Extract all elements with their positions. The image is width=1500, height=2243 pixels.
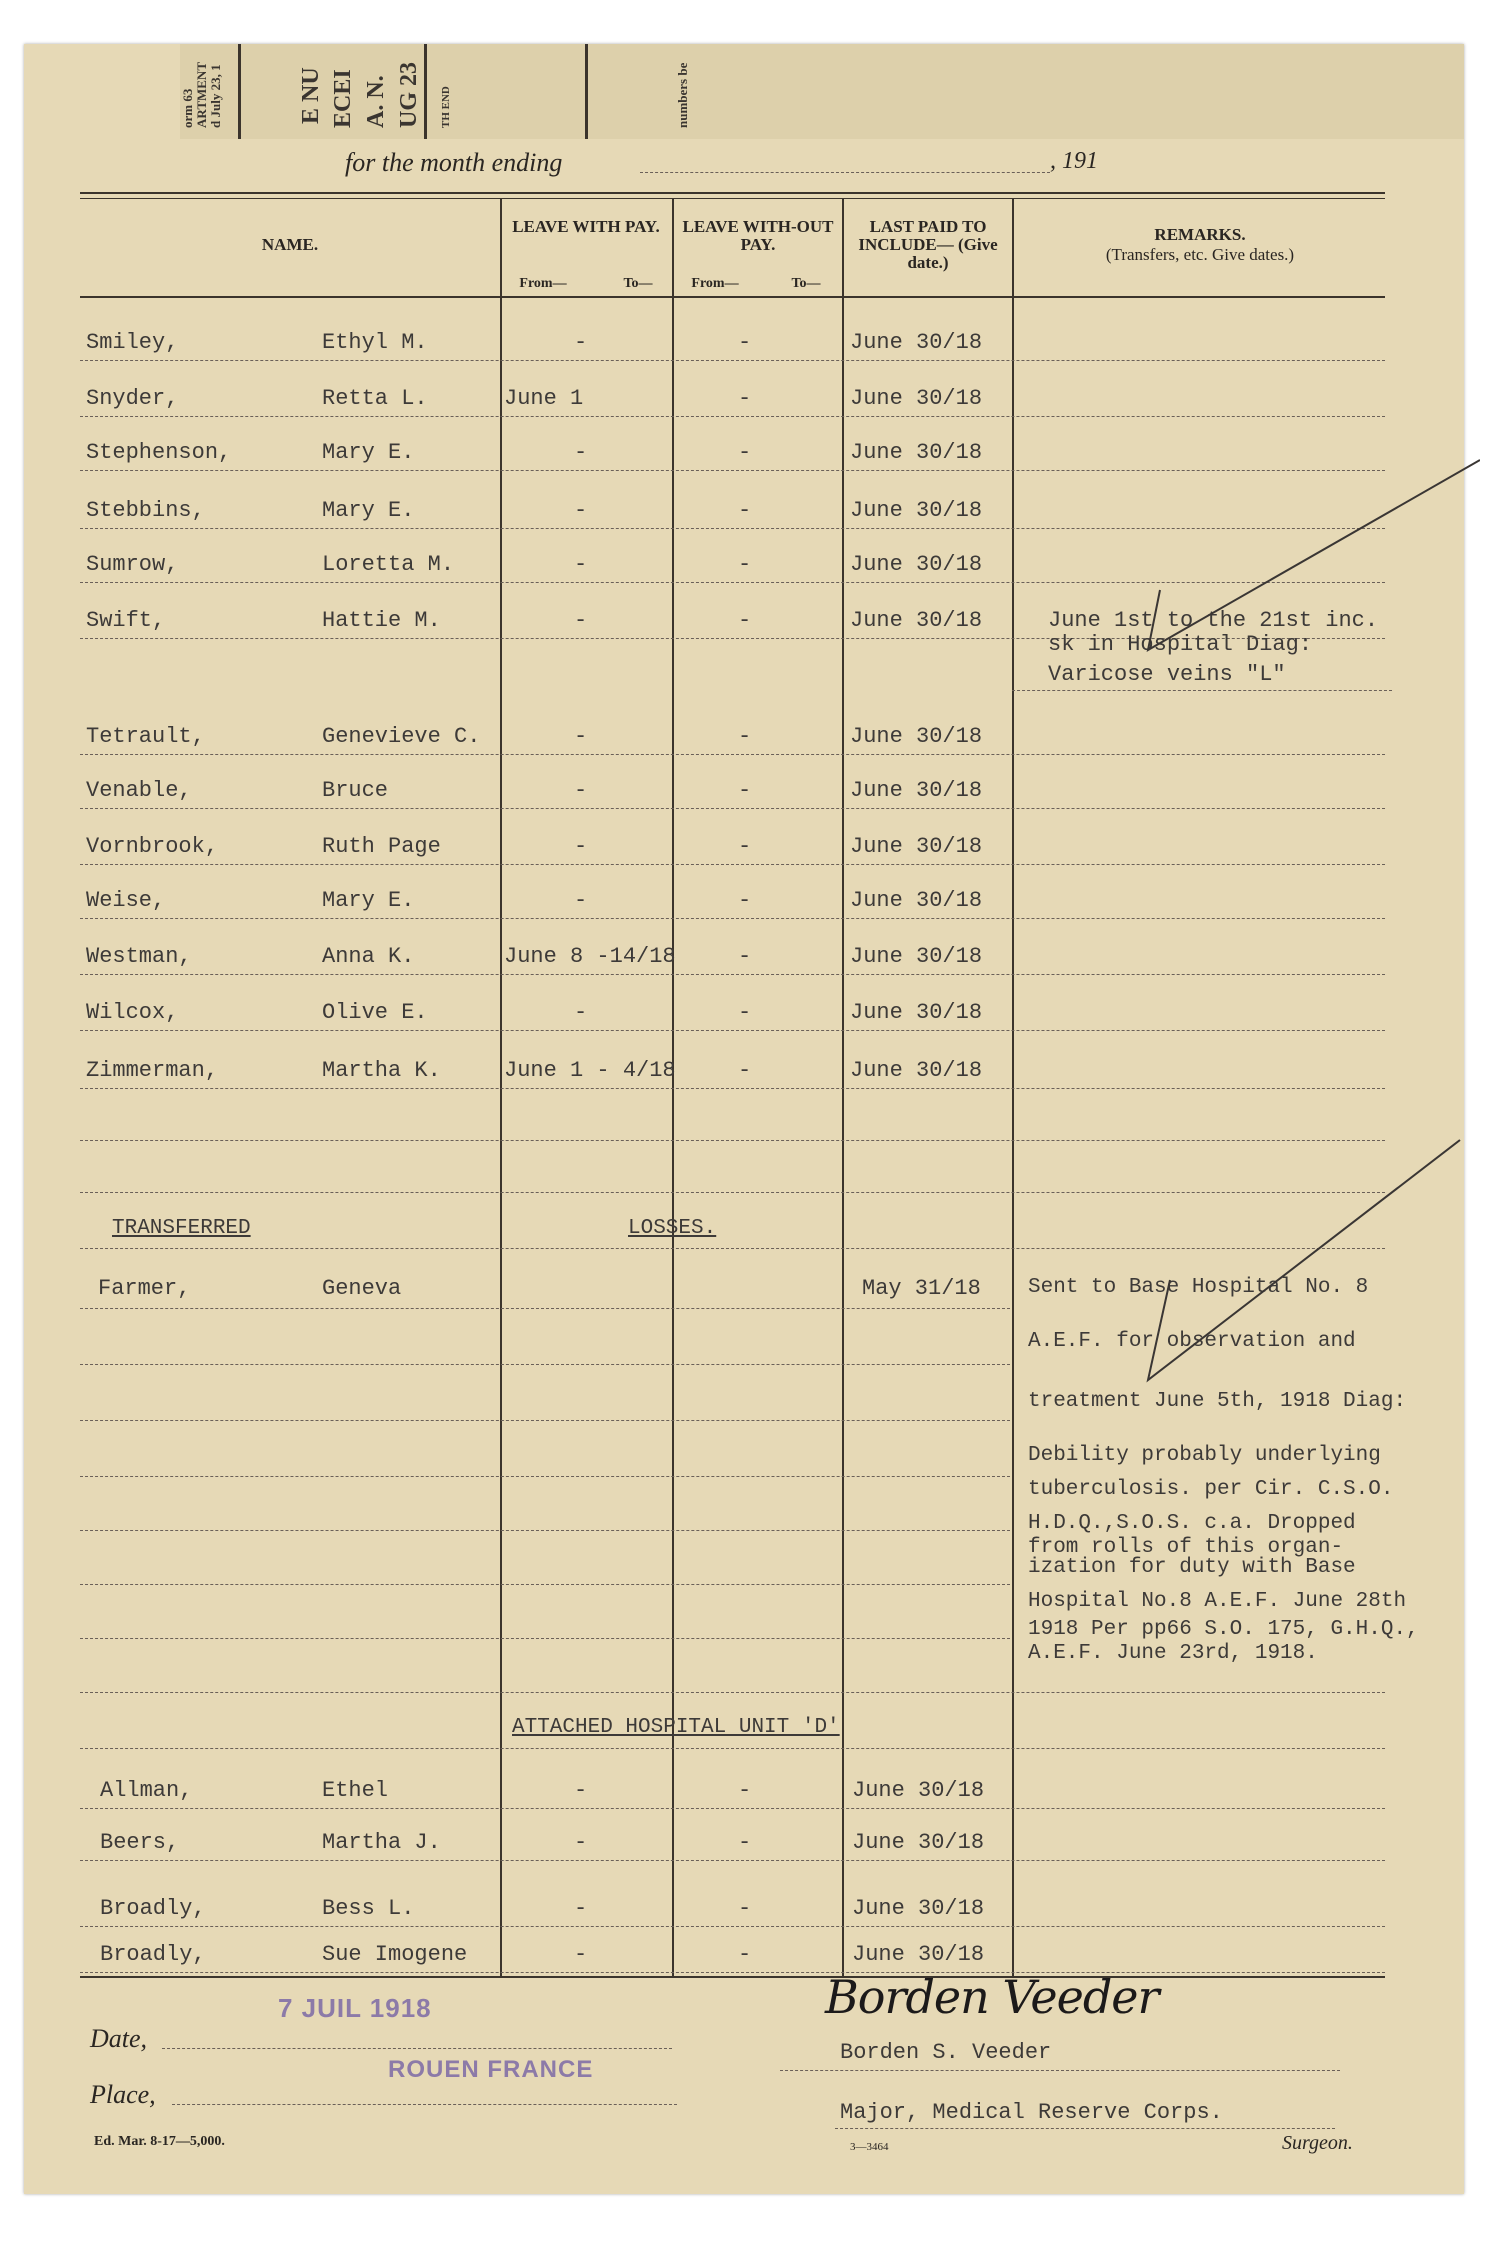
row-surname: Snyder, xyxy=(86,386,179,411)
row-given-name: Genevieve C. xyxy=(322,724,481,749)
row-surname: Venable, xyxy=(86,778,192,803)
farmer-given: Geneva xyxy=(322,1276,402,1301)
farmer-remark-line: A.E.F. June 23rd, 1918. xyxy=(1028,1642,1318,1665)
row-surname: Swift, xyxy=(86,608,166,633)
row-surname: Stephenson, xyxy=(86,440,232,465)
losses-blank-4 xyxy=(80,1476,1010,1477)
attached-last-paid: June 30/18 xyxy=(852,1942,985,1967)
date-stamp: 7 JUIL 1918 xyxy=(278,1993,432,2023)
signer-rule xyxy=(780,2070,1340,2071)
strip-text-4: E NU xyxy=(298,67,324,124)
row-surname: Westman, xyxy=(86,944,192,969)
losses-blank-1 xyxy=(80,1308,1010,1309)
losses-blank-7 xyxy=(80,1638,1010,1639)
row-rule xyxy=(80,360,1385,361)
attached-row-rule xyxy=(80,1926,1385,1927)
row-leave-without-pay: - xyxy=(738,1000,752,1025)
place-stamp: ROUEN FRANCE xyxy=(388,2056,594,2083)
row-surname: Weise, xyxy=(86,888,166,913)
strip-text-8: TH END xyxy=(440,86,452,128)
row-given-name: Mary E. xyxy=(322,498,415,523)
row-leave-without-pay: - xyxy=(738,386,752,411)
row-leave-with-pay: - xyxy=(574,330,588,355)
row-surname: Smiley, xyxy=(86,330,179,355)
attached-leave-without-pay: - xyxy=(738,1896,752,1921)
transferred-label: TRANSFERRED xyxy=(112,1217,251,1240)
col-sub-to-2: To— xyxy=(791,276,821,291)
attached-surname: Allman, xyxy=(100,1778,193,1803)
losses-blank-5 xyxy=(80,1530,1010,1531)
row-leave-with-pay: - xyxy=(574,834,588,859)
row-last-paid: June 30/18 xyxy=(850,944,983,969)
row-last-paid: June 30/18 xyxy=(850,552,983,577)
losses-blank-3 xyxy=(80,1420,1010,1421)
form-edition-note: Ed. Mar. 8-17—5,000. xyxy=(94,2134,225,2149)
col-header-remarks-sub: (Transfers, etc. Give dates.) xyxy=(1105,245,1295,264)
row-given-name: Mary E. xyxy=(322,888,415,913)
header-top-rule-2 xyxy=(80,198,1385,199)
row-last-paid: June 30/18 xyxy=(850,498,983,523)
table-bottom-rule xyxy=(80,1976,1385,1978)
row-leave-without-pay: - xyxy=(738,552,752,577)
col-header-leave-with-pay: LEAVE WITH PAY. xyxy=(512,217,660,236)
row-surname: Zimmerman, xyxy=(86,1058,219,1083)
row-surname: Wilcox, xyxy=(86,1000,179,1025)
row-given-name: Hattie M. xyxy=(322,608,441,633)
row-leave-without-pay: - xyxy=(738,778,752,803)
row-leave-with-pay: - xyxy=(574,498,588,523)
row-given-name: Ruth Page xyxy=(322,834,441,859)
farmer-remark-line: H.D.Q.,S.O.S. c.a. Dropped xyxy=(1028,1512,1356,1535)
col-header-remarks: REMARKS. xyxy=(1154,225,1246,244)
farmer-remark-line: Hospital No.8 A.E.F. June 28th xyxy=(1028,1590,1407,1613)
attached-row-rule xyxy=(80,1972,1385,1973)
row-given-name: Bruce xyxy=(322,778,389,803)
attached-leave-with-pay: - xyxy=(574,1778,588,1803)
row-leave-with-pay: - xyxy=(574,778,588,803)
swift-remark-line-2: sk in Hospital Diag: xyxy=(1048,632,1313,657)
strip-text-9: numbers be xyxy=(675,62,690,128)
farmer-surname: Farmer, xyxy=(98,1276,191,1301)
row-last-paid: June 30/18 xyxy=(850,888,983,913)
attached-row-rule xyxy=(80,1808,1385,1809)
attached-last-paid: June 30/18 xyxy=(852,1778,985,1803)
attached-surname: Broadly, xyxy=(100,1942,206,1967)
date-label: Date, xyxy=(90,2024,148,2053)
attached-leave-without-pay: - xyxy=(738,1942,752,1967)
signer-name: Borden S. Veeder xyxy=(840,2040,1052,2065)
row-last-paid: June 30/18 xyxy=(850,386,983,411)
strip-text-3: d July 23, 1 xyxy=(208,64,223,128)
strip-rule xyxy=(238,44,241,139)
print-code: 3—3464 xyxy=(850,2141,889,2153)
attached-row-rule xyxy=(80,1860,1385,1861)
row-last-paid: June 30/18 xyxy=(850,608,983,633)
farmer-remark-line: tuberculosis. per Cir. C.S.O. xyxy=(1028,1478,1394,1501)
attached-given-name: Bess L. xyxy=(322,1896,415,1921)
col-header-name: NAME. xyxy=(261,235,319,254)
attached-given-name: Sue Imogene xyxy=(322,1942,468,1967)
place-label: Place, xyxy=(90,2080,156,2109)
attached-surname: Broadly, xyxy=(100,1896,206,1921)
row-remarks: June 1st to the 21st inc. xyxy=(1048,608,1379,633)
row-last-paid: June 30/18 xyxy=(850,1058,983,1083)
row-leave-without-pay: - xyxy=(738,834,752,859)
folded-header-strip xyxy=(180,44,1464,139)
row-given-name: Retta L. xyxy=(322,386,428,411)
row-last-paid: June 30/18 xyxy=(850,1000,983,1025)
strip-text-6: A. N. xyxy=(363,75,389,128)
farmer-remark-line: treatment June 5th, 1918 Diag: xyxy=(1028,1390,1407,1413)
strip-text-7: UG 23 xyxy=(396,62,422,128)
row-leave-without-pay: - xyxy=(738,944,752,969)
attached-leave-with-pay: - xyxy=(574,1896,588,1921)
row-leave-with-pay: June 1 - 4/18 xyxy=(504,1058,676,1083)
attached-leave-with-pay: - xyxy=(574,1942,588,1967)
col-sub-to-1: To— xyxy=(623,276,653,291)
row-leave-with-pay: - xyxy=(574,724,588,749)
row-leave-with-pay: - xyxy=(574,608,588,633)
row-leave-with-pay: June 8 -14/18 xyxy=(504,944,676,969)
row-surname: Vornbrook, xyxy=(86,834,219,859)
row-last-paid: June 30/18 xyxy=(850,724,983,749)
row-leave-with-pay: - xyxy=(574,1000,588,1025)
row-leave-with-pay: June 1 xyxy=(504,386,584,411)
col-sub-from-2: From— xyxy=(691,276,739,291)
row-last-paid: June 30/18 xyxy=(850,834,983,859)
strip-rule-3 xyxy=(585,44,588,139)
attached-leave-without-pay: - xyxy=(738,1778,752,1803)
row-leave-with-pay: - xyxy=(574,888,588,913)
year-suffix: , 191 xyxy=(1050,148,1098,174)
attached-surname: Beers, xyxy=(100,1830,180,1855)
farmer-remark-line: Sent to Base Hospital No. 8 xyxy=(1028,1276,1369,1299)
swift-remark-line-3: Varicose veins "L" xyxy=(1048,662,1286,687)
strip-text-1: orm 63 xyxy=(180,88,195,128)
col-sub-from-1: From— xyxy=(519,276,567,291)
month-blank xyxy=(640,172,1050,173)
row-leave-without-pay: - xyxy=(738,440,752,465)
row-surname: Stebbins, xyxy=(86,498,205,523)
strip-rule-2 xyxy=(424,44,427,139)
row-given-name: Mary E. xyxy=(322,440,415,465)
row-rule xyxy=(80,416,1385,417)
farmer-last-paid: May 31/18 xyxy=(862,1276,981,1301)
row-given-name: Martha K. xyxy=(322,1058,441,1083)
row-given-name: Loretta M. xyxy=(322,552,455,577)
attached-given-name: Martha J. xyxy=(322,1830,441,1855)
row-leave-without-pay: - xyxy=(738,498,752,523)
col-header-leave-without-pay: LEAVE WITH-OUT PAY. xyxy=(682,217,834,254)
farmer-remark-line: from rolls of this organ- xyxy=(1028,1536,1344,1559)
row-last-paid: June 30/18 xyxy=(850,778,983,803)
row-surname: Tetrault, xyxy=(86,724,205,749)
header-top-rule xyxy=(80,192,1385,194)
farmer-remark-line: ization for duty with Base xyxy=(1028,1556,1356,1579)
col-header-last-paid: LAST PAID TO INCLUDE— (Give date.) xyxy=(858,217,998,272)
check-marks xyxy=(1100,440,1480,1220)
losses-label: LOSSES. xyxy=(628,1217,717,1240)
row-leave-with-pay: - xyxy=(574,552,588,577)
title-rule xyxy=(835,2128,1335,2129)
signer-title: Major, Medical Reserve Corps. xyxy=(840,2100,1223,2125)
row-leave-without-pay: - xyxy=(738,1058,752,1083)
attached-unit-label: ATTACHED HOSPITAL UNIT 'D' xyxy=(512,1716,840,1739)
row-leave-without-pay: - xyxy=(738,608,752,633)
check-mark-farmer xyxy=(1130,1120,1470,1440)
row-last-paid: June 30/18 xyxy=(850,330,983,355)
signature: Borden Veeder xyxy=(825,1970,1159,2024)
attached-last-paid: June 30/18 xyxy=(852,1896,985,1921)
attached-leave-with-pay: - xyxy=(574,1830,588,1855)
row-leave-with-pay: - xyxy=(574,440,588,465)
attached-leave-without-pay: - xyxy=(738,1830,752,1855)
row-leave-without-pay: - xyxy=(738,888,752,913)
row-given-name: Ethyl M. xyxy=(322,330,428,355)
farmer-remark-line: A.E.F. for observation and xyxy=(1028,1330,1356,1353)
attached-last-paid: June 30/18 xyxy=(852,1830,985,1855)
losses-blank-6 xyxy=(80,1584,1010,1585)
row-leave-without-pay: - xyxy=(738,724,752,749)
strip-text-2: ARTMENT xyxy=(194,62,209,128)
date-blank xyxy=(162,2048,672,2049)
place-blank xyxy=(172,2104,677,2105)
check-mark-swift xyxy=(1148,460,1480,650)
month-label: for the month ending xyxy=(345,148,563,177)
losses-blank-2 xyxy=(80,1364,1010,1365)
attached-rule xyxy=(80,1748,1385,1749)
strip-text-5: ECEI xyxy=(330,69,356,128)
farmer-remark-line: 1918 Per pp66 S.O. 175, G.H.Q., xyxy=(1028,1618,1419,1641)
row-leave-without-pay: - xyxy=(738,330,752,355)
row-given-name: Anna K. xyxy=(322,944,415,969)
losses-blank-8 xyxy=(80,1692,1385,1693)
row-surname: Sumrow, xyxy=(86,552,179,577)
farmer-remark-line: Debility probably underlying xyxy=(1028,1444,1381,1467)
row-last-paid: June 30/18 xyxy=(850,440,983,465)
surgeon-role: Surgeon. xyxy=(1282,2132,1353,2154)
row-given-name: Olive E. xyxy=(322,1000,428,1025)
header-bottom-rule xyxy=(80,296,1385,298)
attached-given-name: Ethel xyxy=(322,1778,389,1803)
